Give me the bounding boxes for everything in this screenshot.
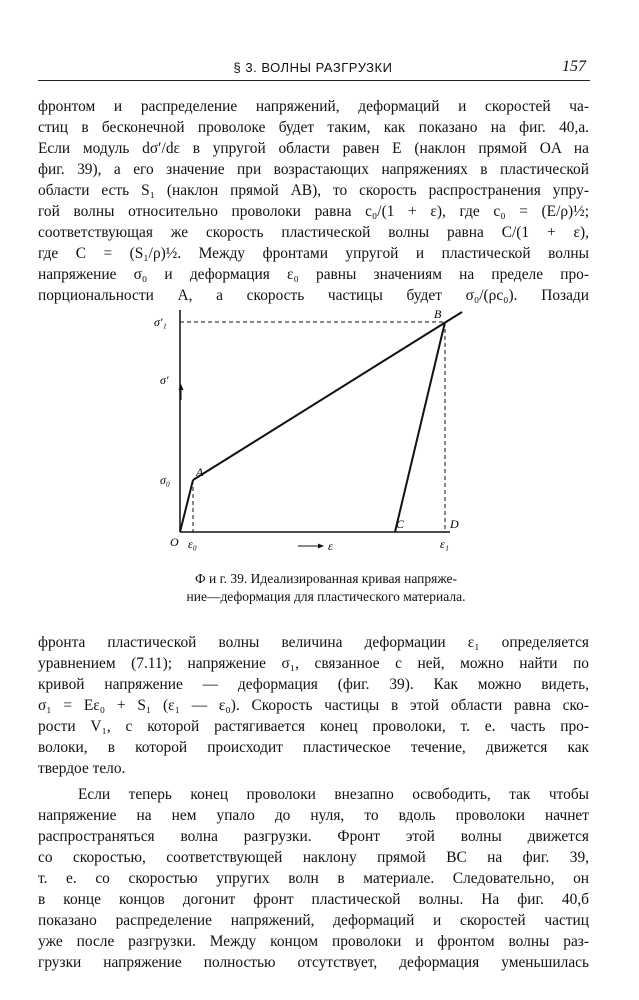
line-BC [395,322,445,532]
line-AB [193,312,462,480]
label-eps1: ε₁ [440,537,449,551]
figure-caption [156,570,496,606]
text-line: Если модуль dσ′/dε в упругой области равен E (наклон прямой OA на [38,140,589,157]
paragraph-1 [38,96,589,306]
text-line: области есть S₁ (наклон прямой AB), то скорость распространения упру- [38,182,589,199]
label-sigma1: σ′₁ [154,315,167,329]
text-line: твердое тело. [38,760,126,777]
label-sigma-axis: σ′ [160,373,169,387]
paragraph-2 [38,632,589,779]
label-eps-axis: ε [328,539,333,553]
text-line: напряжение на нем упало до нуля, то вдоль проволоки начнет [38,807,589,824]
text-line: распространяться волна разгрузки. Фронт этой волны движется [38,828,589,845]
text-line: фронта пластической волны величина деформации ε₁ определяется [38,634,589,651]
text-line: т. е. со скоростью упругих волн в материале. Следовательно, он [38,870,589,887]
label-sigma0: σ₀ [160,473,171,487]
text-line: уравнением (7.11); напряжение σ₁, связанное с ней, можно найти по [38,655,589,672]
text-line: порциональности A, а скорость частицы будет σ₀/(ρc₀). Позади [38,287,589,304]
header-rule [38,80,590,81]
section-title: § 3. ВОЛНЫ РАЗГРУЗКИ [233,60,393,75]
text-line: соответствующая же скорость пластической волны равна C/(1 + ε), [38,224,589,241]
paragraph-3 [38,784,589,973]
running-header [38,58,588,80]
text-line: стиц в бесконечной проволоке будет таким, как показано на фиг. 40,a. [38,119,589,136]
label-point-C: C [396,517,405,531]
text-line: со скоростью, соответствующей наклону прямой BC на фиг. 39, [38,849,589,866]
eps-axis-arrow-icon [318,544,324,549]
text-line: уже после разгрузки. Между концом проволоки и фронтом волны раз- [38,933,589,950]
text-line: фиг. 39), а его значение при возрастающих напряжениях в пластической [38,161,589,178]
text-line: рости V₁, с которой растягивается конец проволоки, т. е. часть про- [38,718,589,735]
figure-39 [150,300,490,560]
page-number: 157 [562,58,586,75]
text-line: волоки, в которой происходит пластическое течение, движется как [38,739,589,756]
text-line: в конце концов догонит фронт пластической волны. На фиг. 40,б [38,891,589,908]
label-point-B: B [434,307,442,321]
text-line: напряжение σ₀ и деформация ε₀ равны значениям на пределе про- [38,266,589,283]
text-line: фронтом и распределение напряжений, деформаций и скоростей ча- [38,98,589,115]
text-line: грузки напряжение полностью отсутствует, деформация уменьшилась [38,954,589,971]
text-line: σ₁ = Eε₀ + S₁ (ε₁ — ε₀). Скорость частицы в этой области равна ско- [38,697,589,714]
caption-line: Ф и г. 39. Идеализированная кривая напряже- [195,571,457,586]
text-line: Если теперь конец проволоки внезапно освободить, так чтобы [78,786,589,803]
label-point-A: A [196,465,204,479]
text-line: гой волны относительно проволоки равна c₀/(1 + ε), где c₀ = (E/ρ)½; [38,203,589,220]
label-eps0: ε₀ [188,537,197,551]
label-point-D: D [450,517,459,531]
text-line: кривой напряжение — деформация (фиг. 39). Как можно видеть, [38,676,589,693]
text-line: где C = (S₁/ρ)½. Между фронтами упругой и пластической волны [38,245,589,262]
stress-strain-diagram [150,300,490,560]
label-origin: O [170,535,179,549]
line-OA [180,480,193,532]
text-line: показано распределение напряжений, деформаций и скоростей частиц [38,912,589,929]
caption-line: ние—деформация для пластического материала. [186,589,466,604]
